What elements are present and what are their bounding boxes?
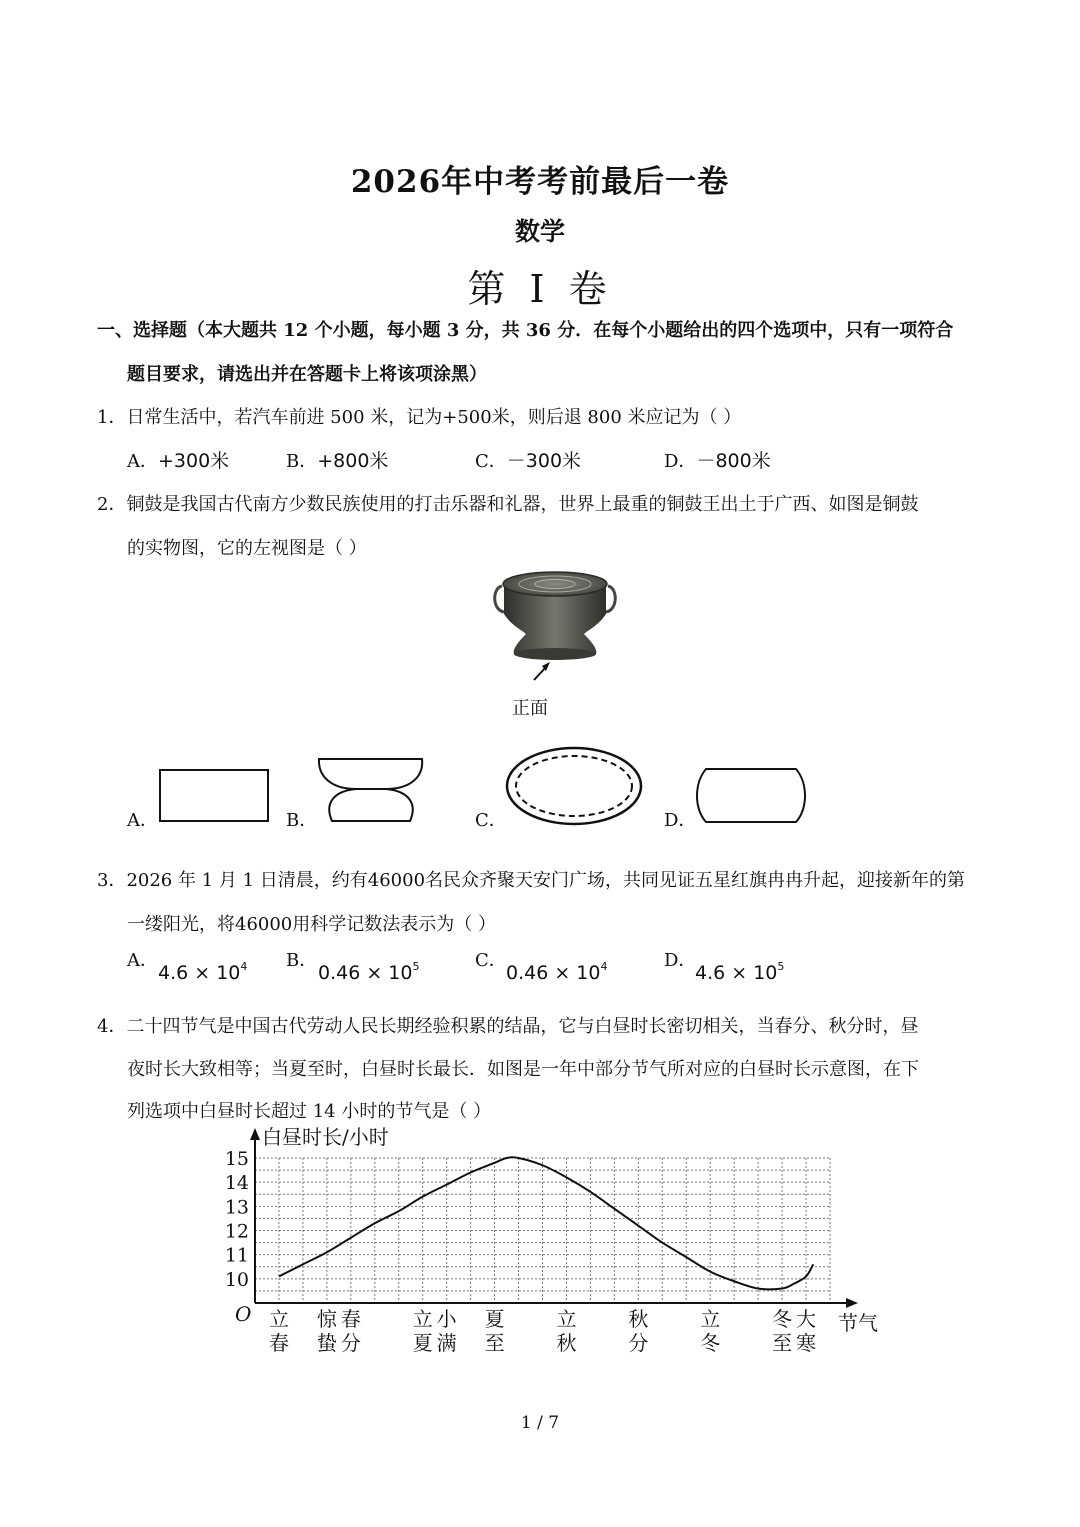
- q2-option-c-label[interactable]: C．: [475, 810, 507, 831]
- x-tick-label: 小: [436, 1307, 457, 1331]
- question-4-line3: 列选项中白昼时长超过 14 小时的节气是（ ）: [127, 1101, 492, 1122]
- q3-option-b-label[interactable]: B．: [286, 950, 318, 971]
- x-axis-title: 节气: [838, 1311, 878, 1335]
- x-tick-label: 立: [268, 1307, 289, 1331]
- exam-volume: 第 I 卷: [467, 267, 613, 311]
- y-tick-label: 15: [224, 1148, 249, 1170]
- mantissa: 4.6 × 10: [158, 962, 241, 984]
- section-heading-line2: 题目要求，请选出并在答题卡上将该项涂黑）: [127, 364, 487, 385]
- option-letter: B．: [286, 451, 318, 472]
- question-1-text: 1．日常生活中，若汽车前进 500 米，记为+500米，则后退 800 米应记为（ ）: [97, 407, 742, 428]
- option-value: +300米: [158, 450, 230, 472]
- exponent: 4: [240, 960, 248, 973]
- x-tick-label: 分: [340, 1331, 361, 1355]
- question-4-line2: 夜时长大致相等；当夏至时，白昼时长最长．如图是一年中部分节气所对应的白昼时长示意图，在下: [127, 1059, 919, 1080]
- x-tick-label: 满: [436, 1331, 457, 1355]
- x-tick-label: 春: [340, 1307, 361, 1331]
- y-tick-label: 12: [224, 1220, 249, 1243]
- page-number: 1 / 7: [520, 1413, 560, 1433]
- q3-option-a-label[interactable]: A．: [127, 950, 158, 971]
- option-value: －300米: [506, 450, 582, 472]
- x-tick-label: 秋: [628, 1307, 649, 1331]
- x-tick-label: 冬: [772, 1307, 793, 1331]
- q3-option-d-label[interactable]: D．: [664, 950, 697, 971]
- option-letter: C．: [475, 451, 507, 472]
- x-tick-label: 至: [484, 1331, 505, 1355]
- option-value: －800米: [696, 450, 771, 472]
- q2-option-a-label[interactable]: A．: [127, 810, 158, 831]
- x-tick-label: 至: [772, 1331, 793, 1355]
- mantissa: 4.6 × 10: [695, 962, 778, 984]
- x-tick-label: 分: [628, 1331, 649, 1355]
- front-label: 正面: [512, 698, 548, 719]
- q2-option-d-label[interactable]: D．: [664, 810, 697, 831]
- x-tick-label: 夏: [484, 1307, 505, 1331]
- daylight-curve: [279, 1157, 813, 1289]
- x-tick-label: 惊: [316, 1307, 337, 1331]
- option-letter: D．: [664, 451, 697, 472]
- q2-option-b-label[interactable]: B．: [286, 810, 318, 831]
- question-2-line1: 2．铜鼓是我国古代南方少数民族使用的打击乐器和礼器，世界上最重的铜鼓王出土于广西、如图是铜鼓: [97, 494, 919, 515]
- y-tick-label: 13: [224, 1196, 249, 1219]
- x-tick-label: 寒: [796, 1331, 817, 1355]
- x-axis-arrow: [846, 1298, 858, 1308]
- exponent: 4: [600, 960, 608, 973]
- option-value: +800米: [317, 450, 389, 472]
- x-tick-label: 冬: [700, 1331, 721, 1355]
- y-axis-title: 白昼时长/小时: [262, 1125, 389, 1149]
- exponent: 5: [777, 960, 785, 973]
- x-tick-label: 蛰: [316, 1331, 337, 1355]
- exponent: 5: [412, 960, 420, 973]
- mantissa: 0.46 × 10: [506, 962, 601, 984]
- question-3-line2: 一缕阳光，将46000用科学记数法表示为（ ）: [127, 914, 496, 935]
- x-tick-label: 春: [268, 1331, 289, 1355]
- option-letter: A．: [127, 451, 158, 472]
- x-tick-label: 秋: [556, 1331, 577, 1355]
- y-tick-label: 14: [224, 1172, 249, 1195]
- q3-option-c-label[interactable]: C．: [475, 950, 507, 971]
- mantissa: 0.46 × 10: [318, 962, 413, 984]
- x-tick-label: 立: [412, 1307, 433, 1331]
- question-2-line2: 的实物图，它的左视图是（ ）: [127, 538, 367, 559]
- question-3-line1: 3．2026 年 1 月 1 日清晨，约有46000名民众齐聚天安门广场，共同见证五星红旗冉冉升起，迎接新年的第: [97, 870, 966, 891]
- x-tick-label: 大: [796, 1307, 817, 1331]
- exam-title: 2026年中考考前最后一卷: [350, 164, 730, 200]
- section-heading-line1: 一、选择题（本大题共 12 个小题，每小题 3 分，共 36 分．在每个小题给出的四个选项中，只有一项符合: [97, 320, 954, 341]
- x-tick-label: 夏: [412, 1331, 433, 1355]
- y-axis-arrow: [250, 1128, 260, 1140]
- exam-subject: 数学: [514, 217, 565, 246]
- origin-label: O: [235, 1302, 252, 1326]
- y-tick-label: 11: [224, 1244, 249, 1267]
- x-tick-label: 立: [700, 1307, 721, 1331]
- question-4-line1: 4．二十四节气是中国古代劳动人民长期经验积累的结晶，它与白昼时长密切相关，当春分、秋分时，昼: [97, 1016, 919, 1037]
- y-tick-label: 10: [224, 1268, 249, 1291]
- x-tick-label: 立: [556, 1307, 577, 1331]
